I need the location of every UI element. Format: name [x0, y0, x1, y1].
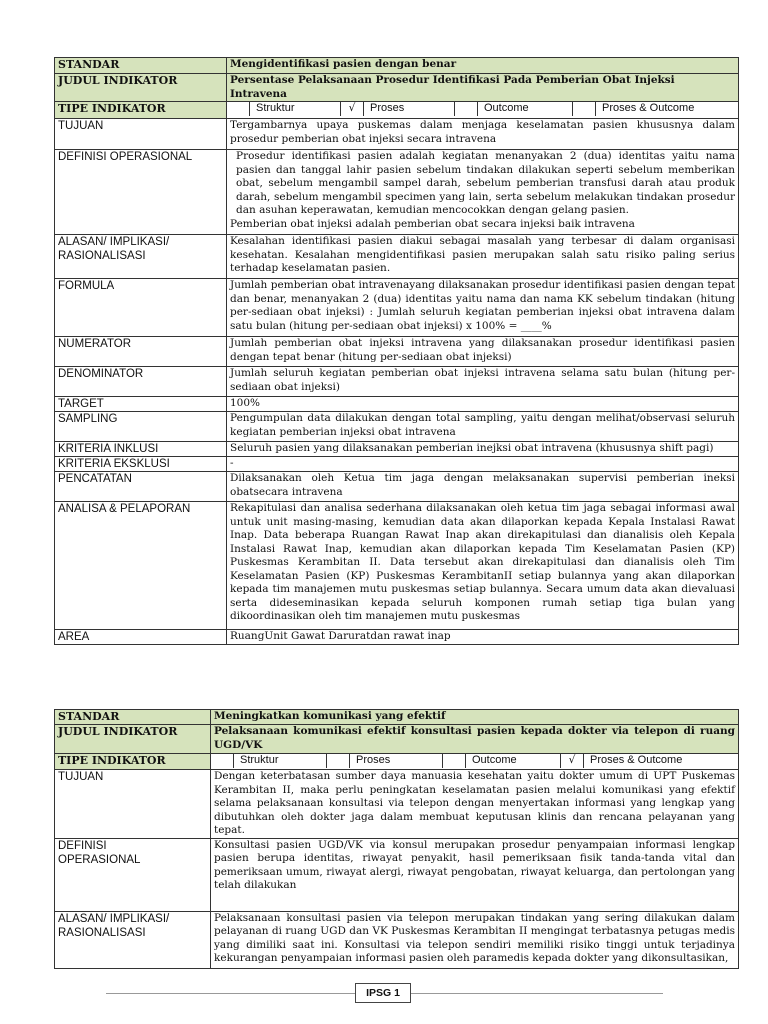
- type-check-outcome[interactable]: [443, 754, 466, 768]
- row-value-judul: Persentase Pelaksanaan Prosedur Identifikasi Pada Pemberian Obat Injeksi Intravena: [227, 74, 739, 102]
- type-label-outcome: Outcome: [466, 754, 561, 768]
- row-value-tujuan: Dengan keterbatasan sumber daya manuasia kesehatan yaitu dokter umum di UPT Puskemas Kerambitan II, maka perlu peningkatan keselamatan pasien melalui komunikasi yang efektif selama pelaksanaan konsultasi via telepon dengan menyertakan informasi yang lengkap yang dibutuhkan oleh dokter jaga dalam membuat keputusan klinis dan rencana pelayanan yang tepat.: [211, 770, 739, 839]
- indicator-type-options: [211, 754, 739, 770]
- row-value-tujuan: Tergambarnya upaya puskemas dalam menjaga keselamatan pasien khususnya dalam prosedur pemberian obat injeksi secara intravena: [227, 119, 739, 150]
- type-check-outcome[interactable]: [455, 102, 478, 116]
- row-label-analisa: ANALISA & PELAPORAN: [55, 502, 227, 630]
- row-label-alasan: ALASAN/ IMPLIKASI/ RASIONALISASI: [55, 235, 227, 279]
- row-value-sampling: Pengumpulan data dilakukan dengan total sampling, yaitu dengan melihat/observasi seluruh kegiatan pemberian injeksi obat intravena: [227, 412, 739, 442]
- row-label-numerator: NUMERATOR: [55, 337, 227, 367]
- row-value-inklusi: Seluruh pasien yang dilaksanakan pemberian inejksi obat intravena (khususnya shift pagi): [227, 442, 739, 457]
- row-value-judul: Pelaksanaan komunikasi efektif konsultasi pasien kepada dokter via telepon di ruang UGD/VK: [211, 725, 739, 754]
- type-label-proses-outcome: Proses & Outcome: [602, 102, 695, 114]
- row-value-formula: Jumlah pemberian obat intravenayang dilaksanakan prosedur identifikasi pasien dengan tepat dan benar, menanyakan 2 (dua) identitas yaitu nama dan nama KK sebelum tindakan (hitung per-sediaan obat injeksi) : Jumlah seluruh kegiatan pemberian injeksi obat intravena dalam satu bulan (hitung per-sediaan obat injeksi) x 100% = ____%: [227, 279, 739, 337]
- row-label-inklusi: KRITERIA INKLUSI: [55, 442, 227, 457]
- type-check-proses-outcome[interactable]: [573, 102, 596, 116]
- row-label-standar: STANDAR: [55, 58, 227, 74]
- row-label-definisi: DEFINISI OPERASIONAL: [55, 838, 211, 911]
- row-value-pencatatan: Dilaksanakan oleh Ketua tim jaga dengan melaksanakan supervisi pemberian ineksi obatsecara intravena: [227, 472, 739, 502]
- row-label-area: AREA: [55, 630, 227, 645]
- row-label-tipe: TIPE INDIKATOR: [55, 754, 211, 770]
- row-value-definisi: [227, 150, 739, 235]
- row-label-pencatatan: PENCATATAN: [55, 472, 227, 502]
- row-label-formula: FORMULA: [55, 279, 227, 337]
- page-label: IPSG 1: [355, 983, 411, 1003]
- row-value-definisi: Konsultasi pasien UGD/VK via konsul merupakan prosedur penyampaian informasi lengkap pasien berupa identitas, riwayat penyakit, hasil pemeriksaan fisik tanda-tanda vital dan pemeriksaan umum, riwayat alergi, riwayat pengobatan, riwayat keluarga, dan pertolongan yang telah dilakukan: [211, 838, 739, 911]
- footer-rule-right: [411, 993, 663, 994]
- footer-rule-left: [106, 993, 355, 994]
- row-value-standar: Mengidentifikasi pasien dengan benar: [227, 58, 739, 74]
- row-value-analisa: Rekapitulasi dan analisa sederhana dilaksanakan oleh ketua tim jaga sebagai informasi awal untuk unit masing-masing, kemudian data akan dilaporkan kepada Kepala Instalasi Rawat Inap. Data beberapa Ruangan Rawat Inap akan direkapitulasi dan dianalisis oleh Kepala Instalasi Rawat Inap, kemudian akan dilaporkan kepada Tim Keselamatan Pasien (KP) Puskesmas Kerambitan II. Data tersebut akan direkapitulasi dan dianalisis oleh Tim Keselamatan Pasien (KP) Puskesmas KerambitanII setiap bulannya yang akan dilaporkan kepada tim manajemen mutu puskesmas setiap bulannya. Secara umum data akan dievaluasi serta dideseminasikan kepada seluruh komponen rumah setiap tiga bulan yang dikoordinasikan oleh tim manajemen mutu puskesmas: [227, 502, 739, 630]
- type-check-proses-outcome[interactable]: √: [561, 754, 584, 768]
- row-label-sampling: SAMPLING: [55, 412, 227, 442]
- row-label-standar: STANDAR: [55, 710, 211, 725]
- definisi-paragraph-1: Prosedur identifikasi pasien adalah kegiatan menanyakan 2 (dua) identitas yaitu nama pasien dan tanggal lahir pasien sebelum tindakan dilakukan seperti sebelum memberikan obat, sebelum mengambil sampel darah, sebelum pemberian transfusi darah atau produk darah, sebelum mengambil specimen yang lain, serta sebelum melakukan tindakan prosedur dan asuhan keperawatan, kemudian mencocokkan dengan gelang pasien.: [236, 150, 735, 216]
- row-label-tujuan: TUJUAN: [55, 119, 227, 150]
- row-label-judul: JUDUL INDIKATOR: [55, 74, 227, 102]
- row-label-definisi: DEFINISI OPERASIONAL: [55, 150, 227, 235]
- indicator-table-2: [54, 709, 739, 969]
- type-label-proses-outcome: Proses & Outcome: [590, 754, 683, 766]
- type-check-proses[interactable]: [327, 754, 350, 768]
- row-value-target: 100%: [227, 397, 739, 412]
- indicator-table-1: [54, 57, 739, 645]
- row-value-denominator: Jumlah seluruh kegiatan pemberian obat injeksi intravena selama satu bulan (hitung per-sediaan obat injeksi): [227, 367, 739, 397]
- indicator-type-options: [227, 102, 739, 119]
- definisi-paragraph-2: Pemberian obat injeksi adalah pemberian obat secara injeksi baik intravena: [230, 217, 635, 230]
- type-label-outcome: Outcome: [478, 102, 573, 116]
- row-value-area: RuangUnit Gawat Daruratdan rawat inap: [227, 630, 739, 645]
- row-label-target: TARGET: [55, 397, 227, 412]
- type-check-struktur[interactable]: [227, 102, 250, 116]
- row-value-numerator: Jumlah pemberian obat injeksi intravena yang dilaksanakan prosedur identifikasi pasien dengan tepat benar (hitung per-sediaan obat injeksi): [227, 337, 739, 367]
- row-value-alasan: Pelaksanaan konsultasi pasien via telepon merupakan tindakan yang sering dilakukan dalam pelayanan di ruang UGD dan VK Puskesmas Kerambitan II mengingat terbatasnya petugas medis yang dimiliki saat ini. Konsultasi via telepon sendiri memiliki risiko tinggi untuk terjadinya kekurangan penyampaian informasi pasien oleh paramedis kepada dokter yang dikonsultasikan,: [211, 911, 739, 968]
- type-label-proses: Proses: [364, 102, 455, 116]
- type-label-struktur: Struktur: [250, 102, 341, 116]
- type-label-proses: Proses: [350, 754, 443, 768]
- row-label-tipe: TIPE INDIKATOR: [55, 102, 227, 119]
- type-label-struktur: Struktur: [234, 754, 327, 768]
- row-label-tujuan: TUJUAN: [55, 770, 211, 839]
- row-label-denominator: DENOMINATOR: [55, 367, 227, 397]
- type-check-struktur[interactable]: [211, 754, 234, 768]
- row-label-judul: JUDUL INDIKATOR: [55, 725, 211, 754]
- row-value-alasan: Kesalahan identifikasi pasien diakui sebagai masalah yang terbesar di dalam organisasi kesehatan. Kesalahan mengidentifikasi pasien merupakan salah satu risiko paling serius terhadap keselamatan pasien.: [227, 235, 739, 279]
- row-label-eksklusi: KRITERIA EKSKLUSI: [55, 457, 227, 472]
- row-value-eksklusi: -: [227, 457, 739, 472]
- row-value-standar: Meningkatkan komunikasi yang efektif: [211, 710, 739, 725]
- type-check-proses[interactable]: √: [341, 102, 364, 116]
- row-label-alasan: ALASAN/ IMPLIKASI/ RASIONALISASI: [55, 911, 211, 968]
